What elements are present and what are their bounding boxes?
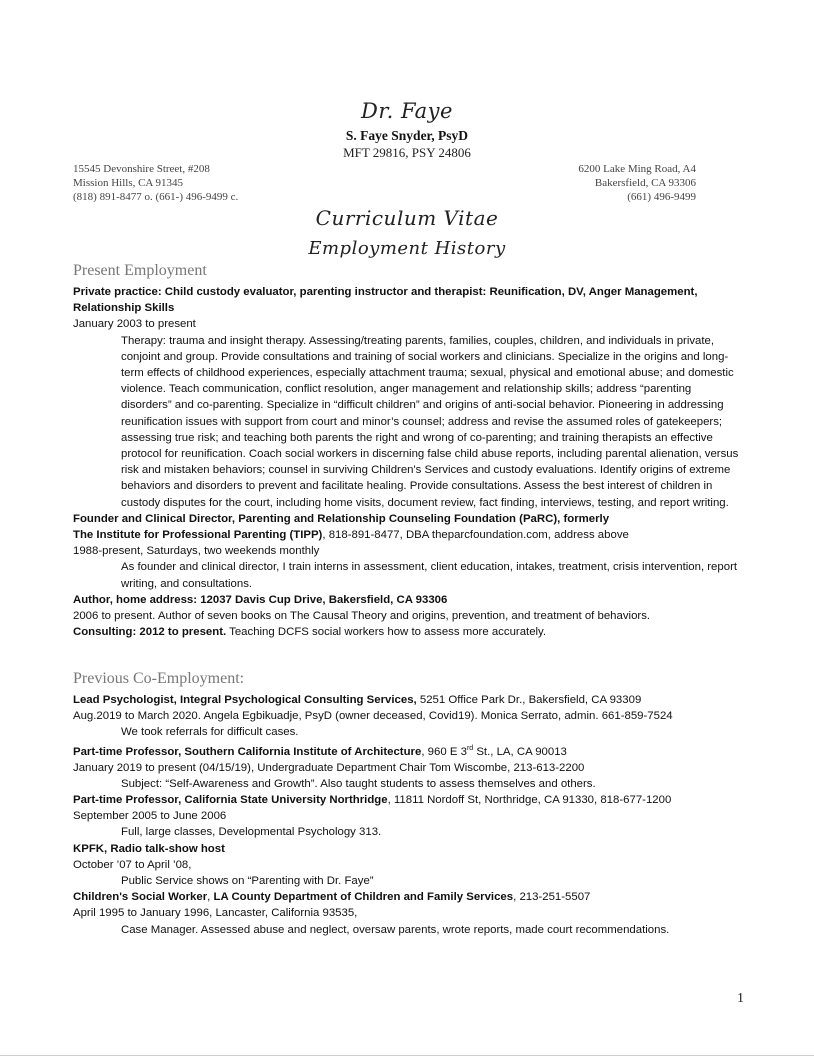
job-title	[73, 792, 743, 808]
job-description: Therapy: trauma and insight therapy. Assessing/treating parents, families, couples, children, and individuals in private, conjoint and group. Provide consultations and training of social workers and clinicians. Specialize in the origins and long-term effects of childhood experiences, especially attachment trauma; sexual, physical and emotional abuse; and domestic violence. Teach communication, conflict resolution, anger management and relationship skills; address “parenting disorders” and co-parenting. Specialize in “difficult children” and origins of anti-social behavior. Pioneering in addressing reunification issues with support from court and minor’s counsel; address and revise the assumed roles of gatekeepers; assessing true risk; and teaching both parents the right and wrong of co-parenting; and training therapists an effective protocol for reunification. Coach social workers in discerning false child abuse reports, including parental alienation, versus risk and mistaken behaviors; counsel in surviving Children's Services and custody evaluations. Identify origins of extreme behaviors and disorders to prevent and facilitate healing. Provide consultations. Assess the best interest of children in custody disputes for the court, including home visits, document review, fact finding, interviews, testing, and report writing.	[121, 334, 739, 509]
org-details: , 960 E 3	[421, 745, 467, 758]
section-heading-previous: Previous Co-Employment:	[73, 670, 245, 687]
job-title	[73, 511, 743, 527]
address-right	[578, 162, 696, 204]
job-title-text: KPFK, Radio talk-show host	[73, 842, 225, 855]
job-title-text: Founder and Clinical Director, Parenting and Relationship Counseling Foundation (PaRC), formerly	[73, 512, 610, 525]
job-description: Teaching DCFS social workers how to assess more accurately.	[226, 626, 547, 639]
address-line: Bakersfield, CA 93306	[594, 177, 696, 189]
org-details: , 11811 Nordoff St, Northridge, CA 91330, 818-677-1200	[387, 794, 672, 807]
present-employment-section	[73, 284, 743, 640]
org-name: LA County Department of Children and Family Services	[213, 891, 514, 904]
author-name: S. Faye Snyder, PsyD	[345, 128, 469, 143]
org-details: , 213-251-5507	[513, 891, 591, 904]
job-title-text: Lead Psychologist, Integral Psychological Consulting Services,	[73, 694, 417, 706]
logo-text: Dr. Faye	[361, 99, 453, 123]
job-title	[73, 889, 743, 905]
job-title	[73, 841, 743, 857]
job-title-text: Private practice: Child custody evaluator, parenting instructor and therapist: Reunification, DV, Anger Management,	[73, 286, 698, 298]
job-title-text: Consulting: 2012 to present.	[73, 626, 227, 639]
address-line: Mission Hills, CA 91345	[73, 177, 184, 189]
job-dates: October ’07 to April ’08,	[73, 858, 192, 871]
previous-employment-section	[73, 692, 743, 938]
job-title	[73, 284, 743, 300]
document-title: Curriculum Vitae	[315, 206, 499, 230]
job-title-text: Author, home address: 12037 Davis Cup Drive, Bakersfield, CA 93306	[73, 593, 448, 606]
job-dates: January 2003 to present	[73, 318, 196, 331]
job-description: Case Manager. Assessed abuse and neglect, oversaw parents, wrote reports, made court recommendations.	[121, 923, 670, 936]
separator: ,	[207, 891, 214, 904]
org-details: St., LA, CA 90013	[473, 745, 567, 758]
org-name: The Institute for Professional Parenting (TIPP)	[73, 529, 323, 542]
document-subtitle: Employment History	[308, 238, 506, 259]
section-heading-present: Present Employment	[73, 262, 207, 279]
job-title-text: Children's Social Worker	[73, 891, 208, 904]
job-title	[73, 692, 743, 708]
job-description: We took referrals for difficult cases.	[121, 726, 299, 739]
job-dates: 1988-present, Saturdays, two weekends monthly	[73, 545, 320, 558]
job-org	[73, 527, 743, 543]
job-title-text: Part-time Professor, California State University Northridge	[73, 794, 388, 807]
job-dates: Aug.2019 to March 2020. Angela Egbikuadje, PsyD (owner deceased, Covid19). Monica Serrato, admin. 661-859-7524	[73, 710, 673, 723]
job-description: As founder and clinical director, I train interns in assessment, client education, intakes, treatment, crisis intervention, report writing, and consultations.	[121, 561, 738, 590]
license-numbers: MFT 29816, PSY 24806	[343, 145, 471, 160]
job-title-text: Part-time Professor, Southern California Institute of Architecture	[73, 745, 422, 758]
job-title	[73, 300, 743, 316]
address-line: 6200 Lake Ming Road, A4	[578, 163, 696, 175]
job-title	[73, 741, 743, 760]
page-number: 1	[737, 991, 744, 1006]
address-line: (661) 496-9499	[627, 191, 696, 203]
job-description: 2006 to present. Author of seven books on The Causal Theory and origins, prevention, and treatment of behaviors.	[73, 610, 651, 623]
job-dates: April 1995 to January 1996, Lancaster, California 93535,	[73, 907, 358, 920]
address-left	[73, 162, 238, 204]
job-title-text: Relationship Skills	[73, 302, 175, 315]
job-dates: January 2019 to present (04/15/19), Undergraduate Department Chair Tom Wiscombe, 213-613-2200	[73, 761, 585, 774]
consulting-line	[73, 624, 743, 640]
job-description: Full, large classes, Developmental Psychology 313.	[121, 826, 382, 839]
job-description: Subject: “Self-Awareness and Growth”. Also taught students to assess themselves and others.	[121, 777, 596, 790]
page-divider	[0, 1055, 814, 1056]
org-details: , 818-891-8477, DBA theparcfoundation.com, address above	[322, 529, 629, 542]
job-dates: September 2005 to June 2006	[73, 810, 227, 823]
job-title	[73, 592, 743, 608]
org-details: 5251 Office Park Dr., Bakersfield, CA 93309	[416, 694, 642, 706]
ordinal-suffix: rd	[466, 744, 474, 752]
address-line: 15545 Devonshire Street, #208	[73, 163, 210, 175]
job-description: Public Service shows on “Parenting with Dr. Faye”	[121, 875, 374, 888]
address-line: (818) 891-8477 o. (661-) 496-9499 c.	[73, 191, 239, 203]
